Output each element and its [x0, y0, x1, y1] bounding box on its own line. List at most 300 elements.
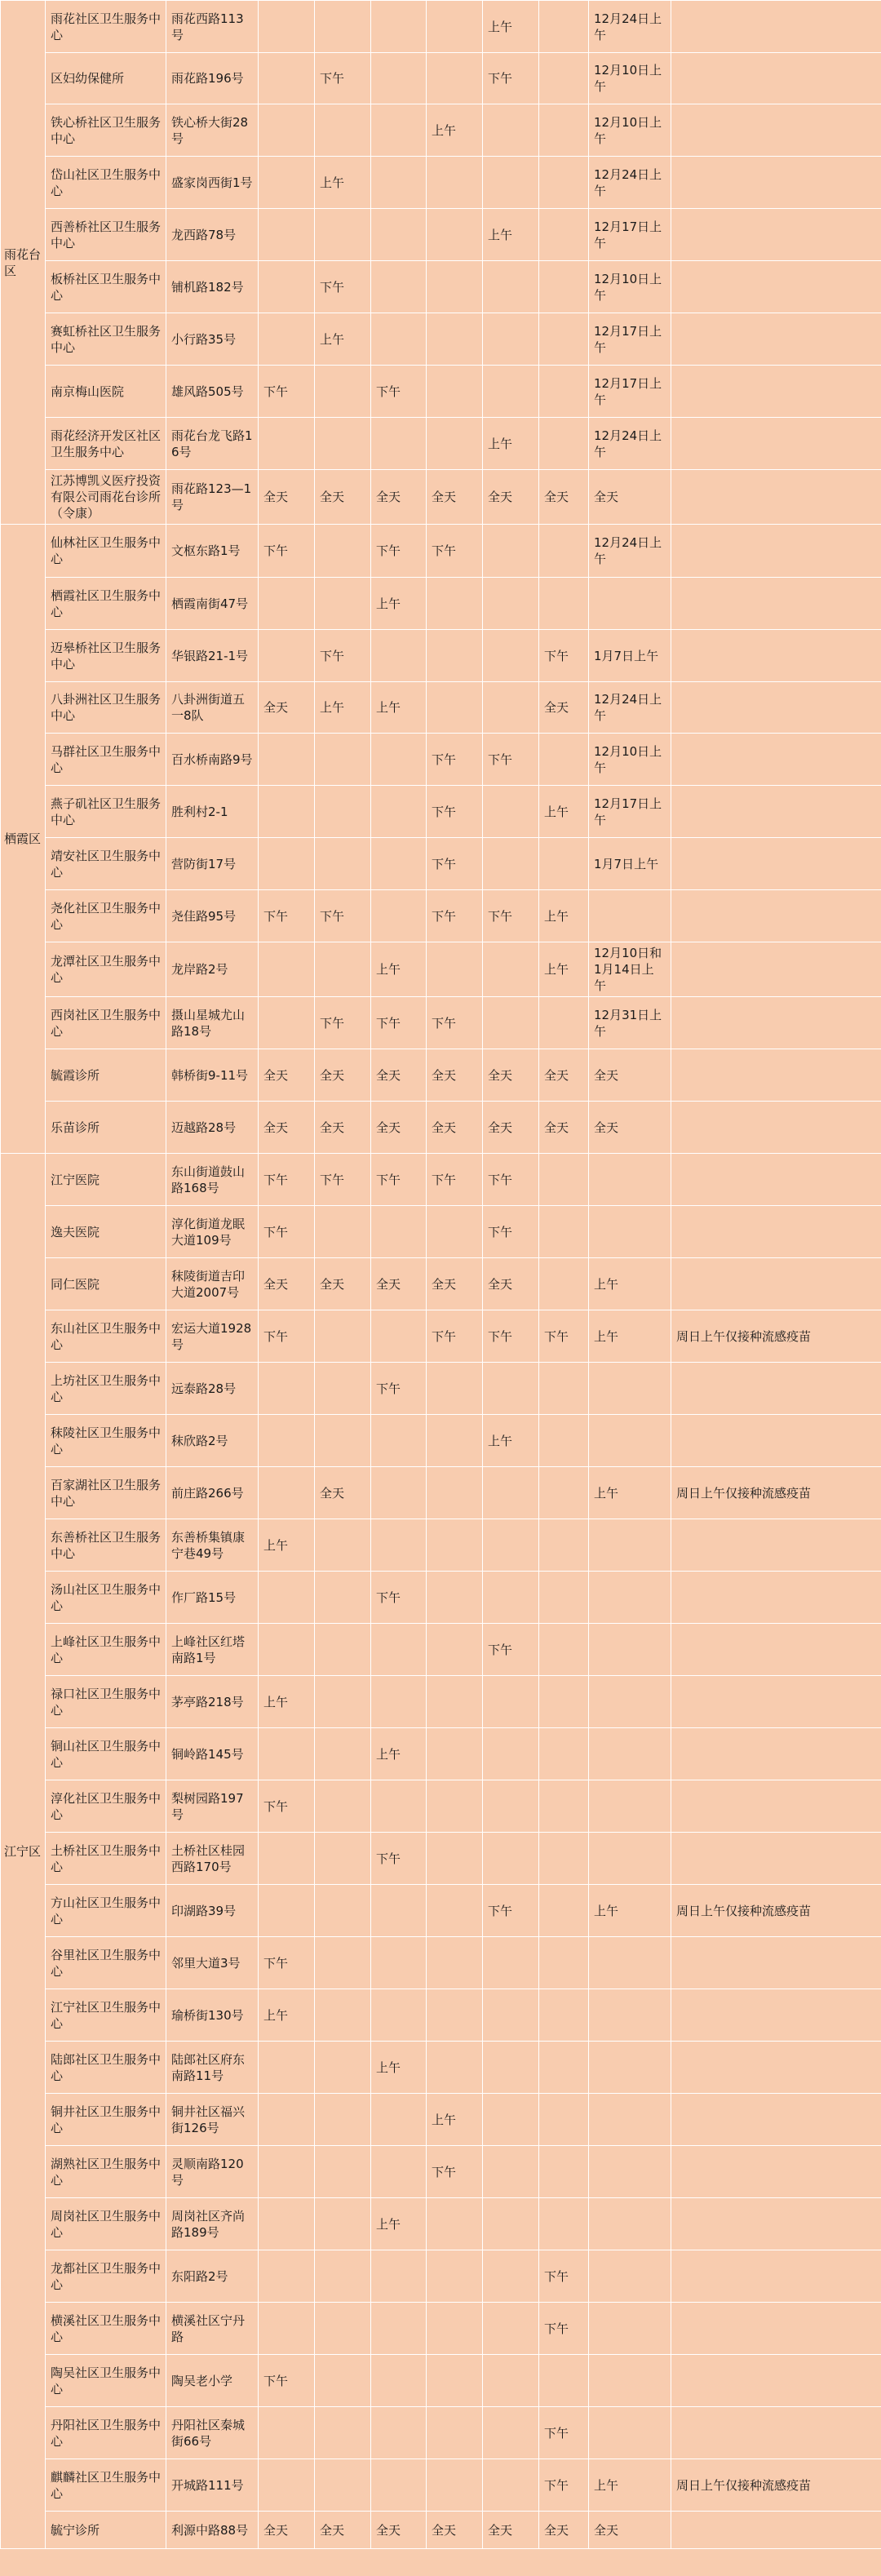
cell-addr: 印湖路39号: [166, 1885, 259, 1937]
cell-name: 区妇幼保健所: [46, 53, 166, 104]
cell-name: 横溪社区卫生服务中心: [46, 2303, 166, 2355]
region-name: 栖霞区: [1, 525, 46, 1154]
cell-d3: 全天: [371, 470, 427, 525]
cell-d4: 下午: [427, 997, 483, 1049]
cell-date: 全天: [589, 1102, 671, 1154]
table-row: [1, 734, 881, 786]
cell-addr: 铺机路182号: [166, 261, 259, 313]
cell-d1: [259, 630, 315, 682]
table-row: [1, 1206, 881, 1258]
cell-d4: [427, 1728, 483, 1780]
cell-date: [589, 2303, 671, 2355]
cell-d4: [427, 2355, 483, 2407]
cell-name: 乐苗诊所: [46, 1102, 166, 1154]
cell-d2: [315, 525, 371, 578]
cell-d6: [539, 1989, 589, 2042]
cell-name: 铁心桥社区卫生服务中心: [46, 104, 166, 157]
table-row: [1, 1, 881, 53]
cell-d3: 上午: [371, 1728, 427, 1780]
cell-note: 周日上午仅接种流感疫苗: [671, 1467, 881, 1519]
cell-d3: [371, 157, 427, 209]
cell-addr: 瑜桥街130号: [166, 1989, 259, 2042]
table-row: [1, 313, 881, 366]
cell-d4: 下午: [427, 525, 483, 578]
cell-note: [671, 1624, 881, 1676]
cell-d6: 全天: [539, 1049, 589, 1102]
cell-d4: [427, 1624, 483, 1676]
cell-d2: [315, 2198, 371, 2250]
cell-d2: [315, 104, 371, 157]
cell-d6: [539, 1937, 589, 1989]
cell-addr: 铁心桥大街28号: [166, 104, 259, 157]
cell-addr: 周岗社区齐尚路189号: [166, 2198, 259, 2250]
cell-name: 板桥社区卫生服务中心: [46, 261, 166, 313]
cell-d4: [427, 682, 483, 734]
cell-addr: 雨花路123—1号: [166, 470, 259, 525]
cell-d5: 全天: [483, 1258, 539, 1310]
cell-d2: 下午: [315, 261, 371, 313]
cell-d1: 全天: [259, 1258, 315, 1310]
cell-d1: [259, 997, 315, 1049]
cell-d1: [259, 261, 315, 313]
cell-name: 逸夫医院: [46, 1206, 166, 1258]
table-row: [1, 1624, 881, 1676]
cell-note: 周日上午仅接种流感疫苗: [671, 1310, 881, 1363]
cell-d3: 全天: [371, 2512, 427, 2549]
cell-name: 湖熟社区卫生服务中心: [46, 2146, 166, 2198]
cell-d5: 上午: [483, 209, 539, 261]
cell-note: [671, 366, 881, 418]
cell-note: [671, 53, 881, 104]
cell-d1: 下午: [259, 1154, 315, 1206]
cell-d4: [427, 2250, 483, 2303]
cell-d5: [483, 2459, 539, 2512]
cell-d6: 下午: [539, 630, 589, 682]
table-row: [1, 470, 881, 525]
cell-name: 禄口社区卫生服务中心: [46, 1676, 166, 1728]
cell-date: 上午: [589, 2459, 671, 2512]
cell-addr: 龙岸路2号: [166, 942, 259, 997]
cell-note: [671, 1728, 881, 1780]
cell-addr: 土桥社区桂园西路170号: [166, 1833, 259, 1885]
cell-d3: 全天: [371, 1258, 427, 1310]
cell-d2: [315, 1, 371, 53]
cell-addr: 秣陵街道吉印大道2007号: [166, 1258, 259, 1310]
cell-note: [671, 1780, 881, 1833]
cell-d2: [315, 418, 371, 470]
cell-date: 12月24日上午: [589, 525, 671, 578]
cell-d5: [483, 838, 539, 890]
cell-d3: 上午: [371, 2198, 427, 2250]
cell-d5: [483, 2407, 539, 2459]
table-row: [1, 1780, 881, 1833]
cell-d1: 下午: [259, 1310, 315, 1363]
cell-name: 龙潭社区卫生服务中心: [46, 942, 166, 997]
cell-d3: [371, 1885, 427, 1937]
cell-d6: 上午: [539, 786, 589, 838]
cell-d5: 下午: [483, 1154, 539, 1206]
cell-d2: [315, 209, 371, 261]
cell-date: 上午: [589, 1467, 671, 1519]
cell-note: [671, 1102, 881, 1154]
cell-d5: 上午: [483, 1, 539, 53]
cell-d1: [259, 157, 315, 209]
cell-d6: [539, 104, 589, 157]
cell-d2: [315, 1363, 371, 1415]
cell-d1: [259, 2303, 315, 2355]
cell-date: [589, 890, 671, 942]
cell-d2: [315, 1415, 371, 1467]
table-row: [1, 418, 881, 470]
cell-d2: [315, 1780, 371, 1833]
table-row: [1, 1310, 881, 1363]
cell-name: 丹阳社区卫生服务中心: [46, 2407, 166, 2459]
cell-addr: 营防街17号: [166, 838, 259, 890]
cell-d2: [315, 1519, 371, 1572]
cell-note: [671, 157, 881, 209]
cell-note: [671, 1519, 881, 1572]
cell-d2: [315, 2250, 371, 2303]
cell-d6: [539, 1885, 589, 1937]
cell-d6: [539, 2042, 589, 2094]
cell-date: 全天: [589, 1049, 671, 1102]
cell-d6: 全天: [539, 470, 589, 525]
cell-addr: 雨花台龙飞路16号: [166, 418, 259, 470]
cell-d5: 上午: [483, 418, 539, 470]
cell-d1: 全天: [259, 470, 315, 525]
cell-date: [589, 1937, 671, 1989]
cell-date: [589, 1572, 671, 1624]
cell-addr: 东山街道鼓山路168号: [166, 1154, 259, 1206]
cell-d5: 下午: [483, 1206, 539, 1258]
cell-d3: [371, 2407, 427, 2459]
cell-note: [671, 682, 881, 734]
cell-d5: 下午: [483, 1310, 539, 1363]
cell-d6: [539, 2355, 589, 2407]
table-row: [1, 1989, 881, 2042]
cell-d2: [315, 2407, 371, 2459]
cell-note: [671, 1937, 881, 1989]
cell-d3: [371, 1676, 427, 1728]
region-name: 江宁区: [1, 1154, 46, 2549]
cell-date: [589, 2250, 671, 2303]
cell-name: 铜井社区卫生服务中心: [46, 2094, 166, 2146]
table-row: [1, 1833, 881, 1885]
table-row: [1, 682, 881, 734]
cell-addr: 前庄路266号: [166, 1467, 259, 1519]
cell-d4: [427, 1519, 483, 1572]
cell-d2: 上午: [315, 682, 371, 734]
cell-d2: [315, 1572, 371, 1624]
cell-d4: [427, 1415, 483, 1467]
cell-date: [589, 2355, 671, 2407]
cell-name: 周岗社区卫生服务中心: [46, 2198, 166, 2250]
cell-d6: [539, 53, 589, 104]
cell-addr: 梨树园路197号: [166, 1780, 259, 1833]
cell-note: [671, 313, 881, 366]
cell-d2: [315, 1676, 371, 1728]
cell-name: 土桥社区卫生服务中心: [46, 1833, 166, 1885]
cell-note: [671, 1572, 881, 1624]
cell-d6: [539, 2198, 589, 2250]
cell-d2: [315, 1833, 371, 1885]
cell-d5: [483, 2146, 539, 2198]
cell-d5: [483, 2198, 539, 2250]
cell-name: 靖安社区卫生服务中心: [46, 838, 166, 890]
cell-d5: [483, 104, 539, 157]
cell-d1: 全天: [259, 682, 315, 734]
cell-d5: [483, 261, 539, 313]
cell-d2: [315, 1206, 371, 1258]
cell-d6: [539, 1676, 589, 1728]
cell-d2: [315, 2303, 371, 2355]
cell-note: [671, 942, 881, 997]
cell-addr: 韩桥街9-11号: [166, 1049, 259, 1102]
cell-d3: [371, 2094, 427, 2146]
cell-d6: 下午: [539, 2459, 589, 2512]
cell-d5: [483, 157, 539, 209]
table-row: [1, 366, 881, 418]
cell-addr: 小行路35号: [166, 313, 259, 366]
cell-name: 江宁社区卫生服务中心: [46, 1989, 166, 2042]
cell-addr: 茅亭路218号: [166, 1676, 259, 1728]
cell-d4: 上午: [427, 2094, 483, 2146]
cell-d4: [427, 942, 483, 997]
cell-date: [589, 1833, 671, 1885]
cell-d5: [483, 366, 539, 418]
cell-d6: [539, 1572, 589, 1624]
table-row: [1, 1258, 881, 1310]
cell-d4: 全天: [427, 2512, 483, 2549]
cell-addr: 栖霞南街47号: [166, 578, 259, 630]
cell-d6: 全天: [539, 1102, 589, 1154]
cell-d6: [539, 734, 589, 786]
cell-d5: 下午: [483, 1885, 539, 1937]
cell-d3: [371, 261, 427, 313]
cell-d2: 全天: [315, 1102, 371, 1154]
cell-d4: [427, 2459, 483, 2512]
cell-note: [671, 1415, 881, 1467]
cell-name: 铜山社区卫生服务中心: [46, 1728, 166, 1780]
cell-d2: 全天: [315, 2512, 371, 2549]
cell-d4: 全天: [427, 1258, 483, 1310]
cell-note: [671, 1049, 881, 1102]
cell-addr: 利源中路88号: [166, 2512, 259, 2549]
cell-note: [671, 2198, 881, 2250]
table-row: [1, 1519, 881, 1572]
cell-note: [671, 525, 881, 578]
cell-d4: 下午: [427, 1154, 483, 1206]
table-row: [1, 1572, 881, 1624]
cell-d3: [371, 1467, 427, 1519]
cell-date: 12月17日上午: [589, 209, 671, 261]
cell-addr: 铜井社区福兴街126号: [166, 2094, 259, 2146]
cell-date: 12月24日上午: [589, 157, 671, 209]
cell-d2: [315, 1310, 371, 1363]
cell-d1: 下午: [259, 1780, 315, 1833]
cell-name: 毓宁诊所: [46, 2512, 166, 2549]
cell-date: 12月24日上午: [589, 418, 671, 470]
cell-d4: [427, 2198, 483, 2250]
cell-date: 1月7日上午: [589, 630, 671, 682]
cell-d1: 下午: [259, 525, 315, 578]
cell-addr: 雨花西路113号: [166, 1, 259, 53]
cell-date: 上午: [589, 1258, 671, 1310]
cell-d5: [483, 786, 539, 838]
cell-addr: 陶吴老小学: [166, 2355, 259, 2407]
cell-d3: [371, 1989, 427, 2042]
cell-note: [671, 578, 881, 630]
cell-note: [671, 2146, 881, 2198]
cell-date: 12月17日上午: [589, 366, 671, 418]
cell-d4: [427, 1572, 483, 1624]
cell-d4: 全天: [427, 1049, 483, 1102]
cell-d6: [539, 1415, 589, 1467]
cell-date: 12月31日上午: [589, 997, 671, 1049]
table-row: [1, 2198, 881, 2250]
cell-d3: [371, 313, 427, 366]
cell-d3: [371, 1780, 427, 1833]
cell-d3: [371, 2146, 427, 2198]
cell-d5: 下午: [483, 1624, 539, 1676]
cell-note: [671, 838, 881, 890]
cell-d1: [259, 209, 315, 261]
cell-d4: [427, 313, 483, 366]
cell-d6: [539, 1624, 589, 1676]
cell-name: 仙林社区卫生服务中心: [46, 525, 166, 578]
cell-d4: [427, 157, 483, 209]
cell-note: [671, 786, 881, 838]
cell-d3: 上午: [371, 2042, 427, 2094]
table-row: [1, 1049, 881, 1102]
cell-d2: [315, 2355, 371, 2407]
cell-d3: [371, 104, 427, 157]
cell-date: 12月17日上午: [589, 313, 671, 366]
cell-date: [589, 2198, 671, 2250]
cell-name: 上峰社区卫生服务中心: [46, 1624, 166, 1676]
cell-d1: [259, 578, 315, 630]
cell-d4: [427, 630, 483, 682]
cell-d5: 全天: [483, 2512, 539, 2549]
table-row: [1, 1415, 881, 1467]
cell-d3: [371, 1, 427, 53]
cell-d3: 上午: [371, 682, 427, 734]
cell-note: [671, 890, 881, 942]
cell-name: 雨花社区卫生服务中心: [46, 1, 166, 53]
table-row: [1, 525, 881, 578]
cell-d4: [427, 1467, 483, 1519]
cell-d1: 下午: [259, 2355, 315, 2407]
table-row: [1, 1728, 881, 1780]
cell-addr: 宏运大道1928号: [166, 1310, 259, 1363]
cell-note: [671, 2512, 881, 2549]
cell-d6: 全天: [539, 682, 589, 734]
cell-d6: [539, 1519, 589, 1572]
cell-d3: [371, 1519, 427, 1572]
table-row: [1, 838, 881, 890]
table-row: [1, 1467, 881, 1519]
cell-name: 江苏博凯义医疗投资有限公司雨花台诊所（令康）: [46, 470, 166, 525]
cell-d4: [427, 2407, 483, 2459]
table-row: [1, 2355, 881, 2407]
cell-d2: [315, 838, 371, 890]
cell-note: [671, 1833, 881, 1885]
cell-d1: [259, 53, 315, 104]
cell-d3: [371, 890, 427, 942]
cell-date: [589, 1780, 671, 1833]
cell-note: [671, 1258, 881, 1310]
cell-d1: 下午: [259, 1937, 315, 1989]
cell-d1: [259, 2042, 315, 2094]
cell-d1: [259, 1572, 315, 1624]
cell-date: 上午: [589, 1885, 671, 1937]
cell-d4: [427, 1833, 483, 1885]
table-row: [1, 2459, 881, 2512]
cell-d2: 下午: [315, 997, 371, 1049]
cell-d3: 全天: [371, 1049, 427, 1102]
cell-d2: [315, 366, 371, 418]
cell-d5: [483, 942, 539, 997]
cell-d6: [539, 1363, 589, 1415]
cell-name: 陶吴社区卫生服务中心: [46, 2355, 166, 2407]
cell-d5: [483, 1676, 539, 1728]
cell-name: 淳化社区卫生服务中心: [46, 1780, 166, 1833]
table-row: [1, 1363, 881, 1415]
cell-date: 12月10日上午: [589, 53, 671, 104]
cell-addr: 横溪社区宁丹路: [166, 2303, 259, 2355]
cell-d1: [259, 2459, 315, 2512]
cell-d1: [259, 2198, 315, 2250]
cell-d5: [483, 313, 539, 366]
cell-d4: [427, 1676, 483, 1728]
cell-date: 上午: [589, 1310, 671, 1363]
cell-name: 西岗社区卫生服务中心: [46, 997, 166, 1049]
cell-addr: 陆郎社区府东南路11号: [166, 2042, 259, 2094]
cell-d6: 上午: [539, 942, 589, 997]
cell-d6: [539, 525, 589, 578]
cell-d4: 下午: [427, 1310, 483, 1363]
cell-d6: [539, 997, 589, 1049]
cell-d1: [259, 1415, 315, 1467]
cell-d2: 上午: [315, 313, 371, 366]
cell-d2: 全天: [315, 470, 371, 525]
cell-addr: 华银路21-1号: [166, 630, 259, 682]
cell-d4: 全天: [427, 470, 483, 525]
cell-date: [589, 1676, 671, 1728]
cell-d2: [315, 734, 371, 786]
cell-addr: 雨花路196号: [166, 53, 259, 104]
cell-d2: [315, 578, 371, 630]
cell-d2: [315, 2459, 371, 2512]
schedule-body: [1, 1, 881, 2549]
cell-date: [589, 1624, 671, 1676]
cell-d1: [259, 1467, 315, 1519]
cell-d5: [483, 1363, 539, 1415]
cell-d3: [371, 786, 427, 838]
cell-addr: 铜岭路145号: [166, 1728, 259, 1780]
cell-d6: 下午: [539, 2250, 589, 2303]
cell-d6: [539, 157, 589, 209]
cell-date: [589, 1206, 671, 1258]
cell-date: [589, 1154, 671, 1206]
cell-date: [589, 1519, 671, 1572]
table-row: [1, 2512, 881, 2549]
table-row: [1, 2407, 881, 2459]
cell-d4: [427, 1937, 483, 1989]
table-row: [1, 2094, 881, 2146]
cell-d5: 全天: [483, 1049, 539, 1102]
cell-name: 方山社区卫生服务中心: [46, 1885, 166, 1937]
